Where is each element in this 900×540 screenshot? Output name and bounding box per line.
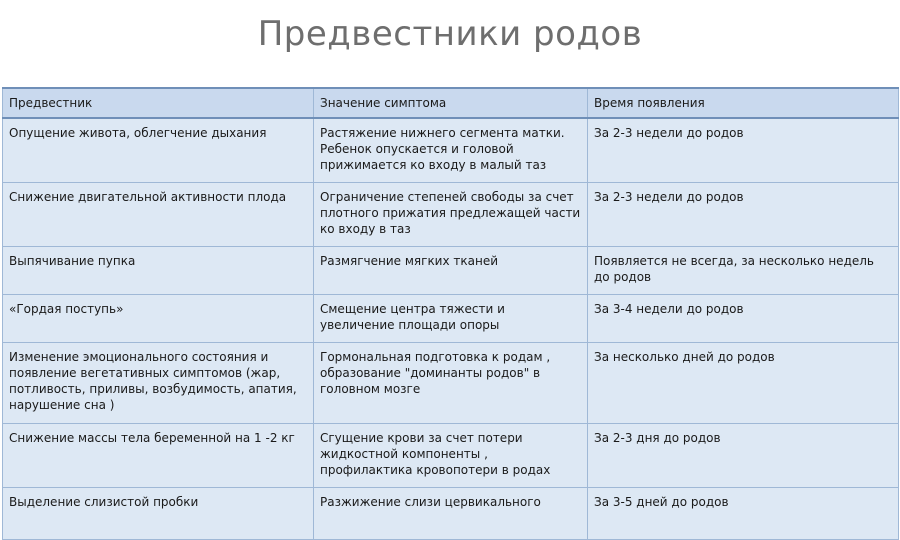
cell-time: За несколько дней до родов: [588, 343, 899, 424]
table-row: [3, 295, 899, 343]
cell-precursor: Выпячивание пупка: [3, 247, 314, 295]
cell-precursor: Изменение эмоционального состояния и появление вегетативных симптомов (жар, потливость, приливы, возбудимость, апатия, нарушение сна ): [3, 343, 314, 424]
cell-time: Появляется не всегда, за несколько недель до родов: [588, 247, 899, 295]
cell-meaning: Гормональная подготовка к родам , образование "доминанты родов" в головном мозге: [314, 343, 588, 424]
table-row: [3, 488, 899, 540]
cell-time: За 2-3 недели до родов: [588, 183, 899, 247]
table-header-row: [3, 88, 899, 118]
cell-precursor: Выделение слизистой пробки: [3, 488, 314, 540]
table-row: [3, 118, 899, 183]
cell-time: За 3-5 дней до родов: [588, 488, 899, 540]
table-row: [3, 424, 899, 488]
cell-meaning: Размягчение мягких тканей: [314, 247, 588, 295]
table-row: [3, 247, 899, 295]
cell-meaning: Сгущение крови за счет потери жидкостной компоненты , профилактика кровопотери в родах: [314, 424, 588, 488]
cell-precursor: «Гордая поступь»: [3, 295, 314, 343]
column-header-meaning: Значение симптома: [314, 88, 588, 118]
table-row: [3, 343, 899, 424]
precursors-table: [2, 87, 899, 540]
cell-meaning: Растяжение нижнего сегмента матки. Ребенок опускается и головой прижимается ко входу в малый таз: [314, 118, 588, 183]
cell-precursor: Снижение массы тела беременной на 1 -2 кг: [3, 424, 314, 488]
cell-meaning: Ограничение степеней свободы за счет плотного прижатия предлежащей части ко входу в таз: [314, 183, 588, 247]
column-header-time: Время появления: [588, 88, 899, 118]
cell-time: За 2-3 недели до родов: [588, 118, 899, 183]
column-header-precursor: Предвестник: [3, 88, 314, 118]
cell-precursor: Снижение двигательной активности плода: [3, 183, 314, 247]
cell-meaning: Смещение центра тяжести и увеличение площади опоры: [314, 295, 588, 343]
cell-precursor: Опущение живота, облегчение дыхания: [3, 118, 314, 183]
cell-time: За 2-3 дня до родов: [588, 424, 899, 488]
cell-time: За 3-4 недели до родов: [588, 295, 899, 343]
table-row: [3, 183, 899, 247]
cell-meaning: Разжижение слизи цервикального: [314, 488, 588, 540]
page-title: Предвестники родов: [257, 14, 643, 54]
